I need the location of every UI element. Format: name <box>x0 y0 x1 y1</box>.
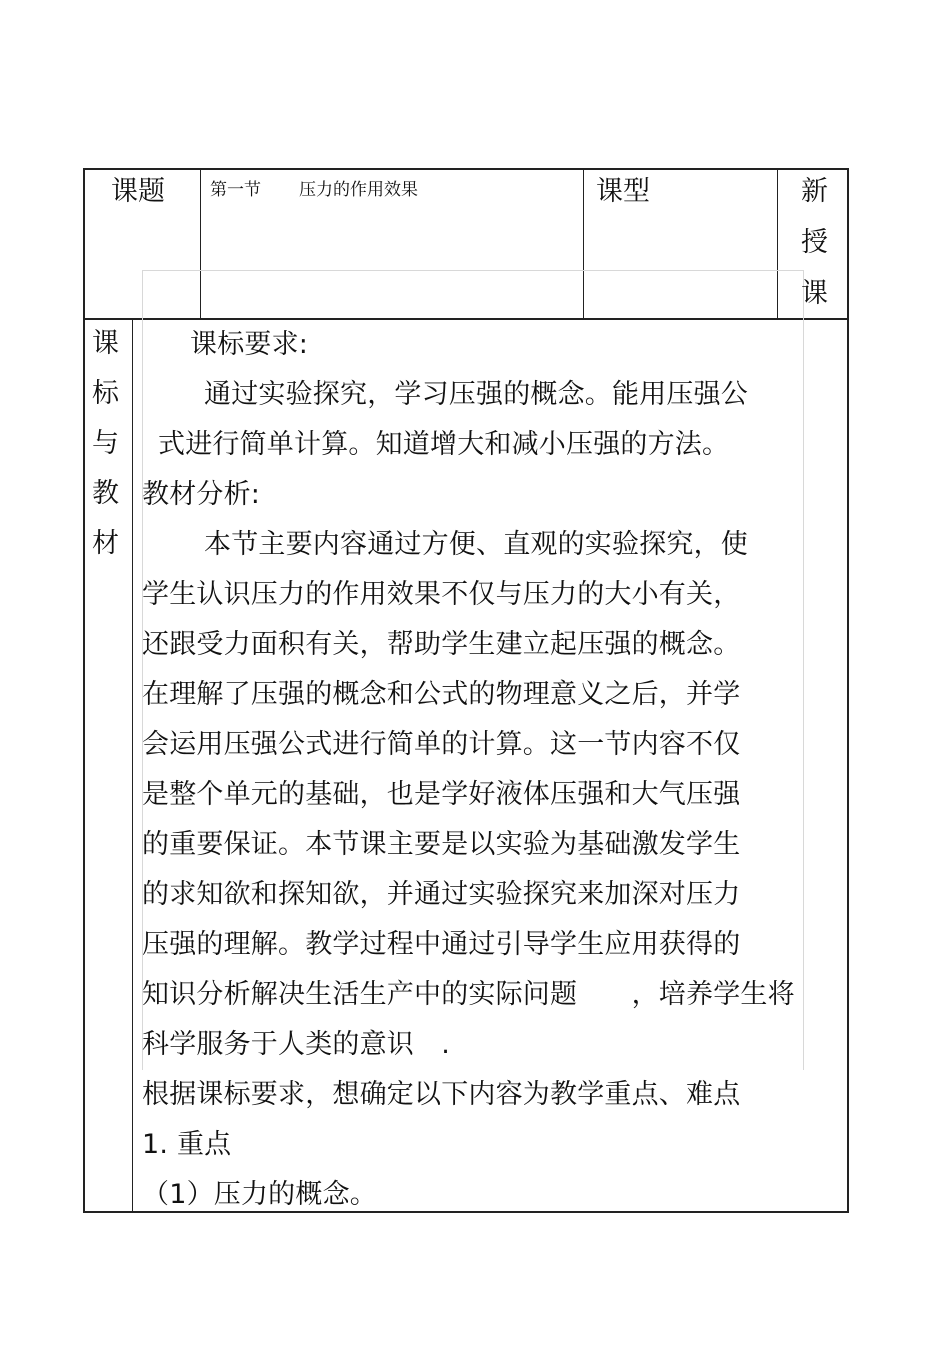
overlay-frame-right <box>803 270 804 1070</box>
text-line-2: 通过实验探究，学习压强的概念。能用压强公 <box>204 379 748 410</box>
header-divider-3 <box>777 168 778 319</box>
header-bottom-border <box>83 318 849 320</box>
table-left-border <box>83 168 85 1213</box>
body-divider <box>132 319 133 1212</box>
text-line-13: 压强的理解。教学过程中通过引导学生应用获得的 <box>142 929 741 960</box>
section-number: 第一节 <box>210 180 261 200</box>
left-label-char-4: 教 <box>92 478 119 509</box>
text-line-3: 式进行简单计算。知道增大和减小压强的方法。 <box>158 429 730 460</box>
header-divider-1 <box>200 168 201 319</box>
text-line-1: 课标要求: <box>190 329 309 360</box>
left-label-char-1: 课 <box>92 328 119 359</box>
type-value-char-2: 授 <box>801 227 828 258</box>
section-title: 压力的作用效果 <box>299 180 418 200</box>
text-line-6: 学生认识压力的作用效果不仅与压力的大小有关， <box>142 579 741 610</box>
text-line-5: 本节主要内容通过方便、直观的实验探究，使 <box>204 529 748 560</box>
text-line-16: 根据课标要求，想确定以下内容为教学重点、难点 <box>142 1079 741 1110</box>
type-value-char-3: 课 <box>801 278 828 309</box>
text-line-17: 1. 重点 <box>142 1129 232 1160</box>
text-line-11: 的重要保证。本节课主要是以实验为基础激发学生 <box>142 829 741 860</box>
text-line-8: 在理解了压强的概念和公式的物理意义之后，并学 <box>142 679 741 710</box>
type-value-char-1: 新 <box>801 176 828 207</box>
left-label-char-3: 与 <box>92 428 119 459</box>
text-line-4: 教材分析: <box>142 479 261 510</box>
text-line-18: （1）压力的概念。 <box>142 1179 377 1210</box>
header-divider-2 <box>583 168 584 319</box>
left-label-char-2: 标 <box>92 378 119 409</box>
type-label: 课型 <box>596 176 650 207</box>
text-line-7: 还跟受力面积有关，帮助学生建立起压强的概念。 <box>142 629 741 660</box>
overlay-frame-top <box>142 270 804 271</box>
text-line-15: 科学服务于人类的意识 . <box>142 1029 450 1060</box>
text-line-9: 会运用压强公式进行简单的计算。这一节内容不仅 <box>142 729 741 760</box>
text-line-14: 知识分析解决生活生产中的实际问题 ，培养学生将 <box>142 979 795 1010</box>
left-label-char-5: 材 <box>92 528 119 559</box>
text-line-12: 的求知欲和探知欲，并通过实验探究来加深对压力 <box>142 879 741 910</box>
table-bottom-border <box>83 1211 849 1213</box>
table-right-border <box>847 168 849 1213</box>
topic-label: 课题 <box>111 176 165 207</box>
table-top-border <box>83 168 849 170</box>
text-line-10: 是整个单元的基础，也是学好液体压强和大气压强 <box>142 779 741 810</box>
